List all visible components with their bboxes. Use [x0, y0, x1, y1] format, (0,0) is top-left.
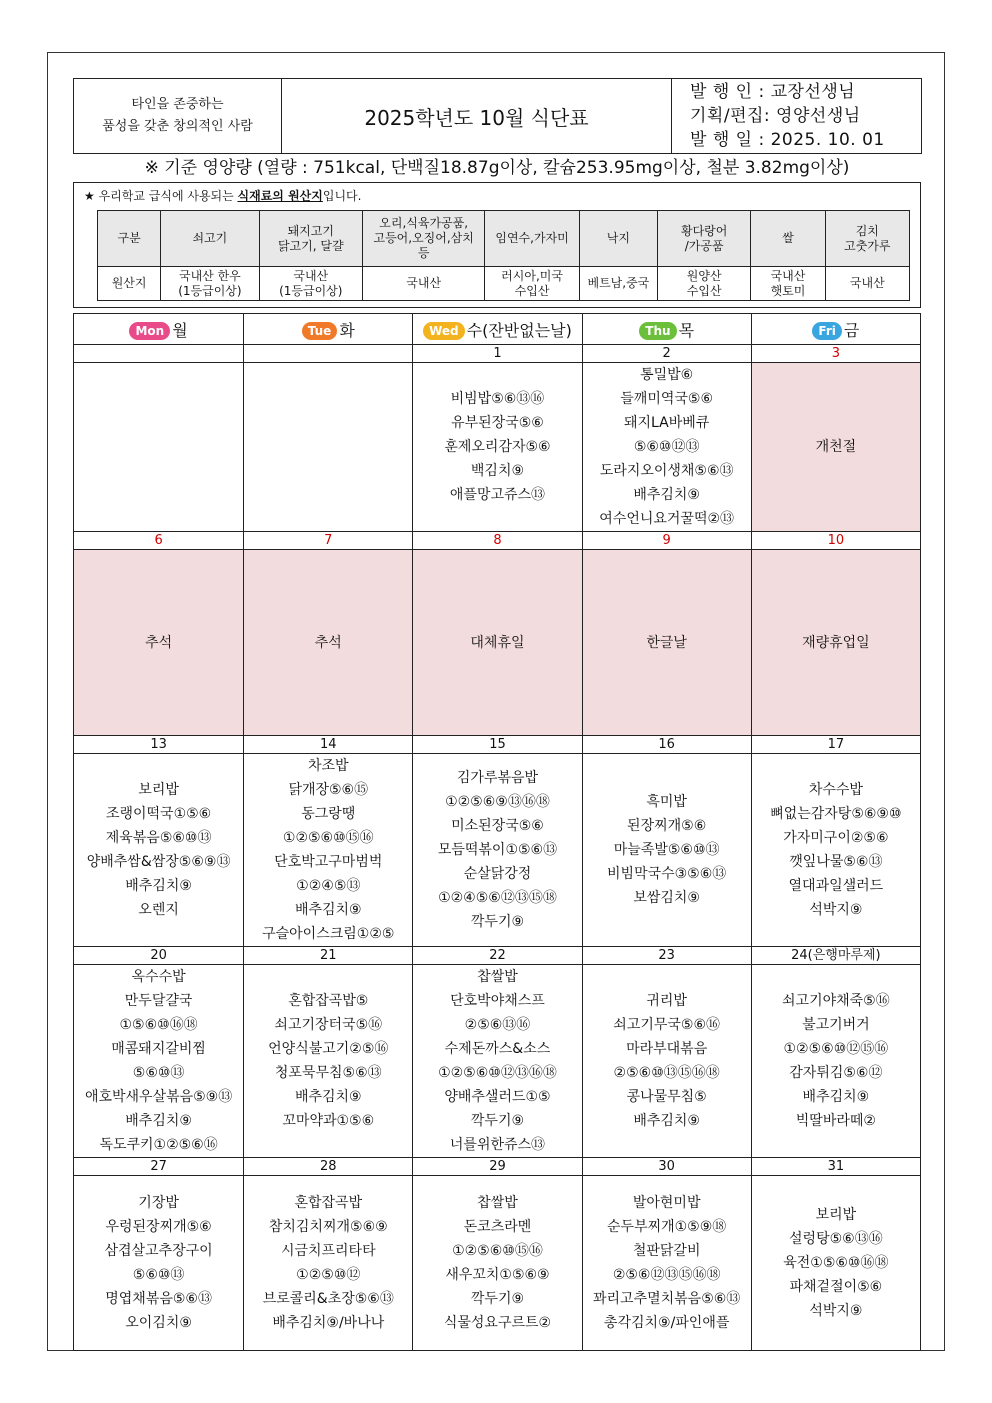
publish-date: 발 행 일 : 2025. 10. 01	[690, 130, 885, 150]
menu-item: 감자튀김⑤⑥⑫	[789, 1065, 883, 1081]
menu-item: 오렌지	[138, 902, 179, 918]
menu-item: 들깨미역국⑤⑥	[620, 391, 714, 407]
menu-item: 백김치⑨	[470, 463, 525, 479]
date-cell: 10	[751, 532, 920, 550]
date-cell: 17	[751, 736, 920, 754]
menu-item: 열대과일샐러드	[788, 878, 884, 894]
date-cell: 29	[413, 1158, 582, 1176]
holiday-cell	[751, 363, 920, 532]
menu-item: 김가루볶음밥	[456, 770, 539, 786]
day-badge: Thu	[639, 322, 676, 340]
day-header-2	[413, 314, 582, 345]
menu-item: 배추김치⑨	[125, 878, 192, 894]
menu-item: 단호박야채스프	[450, 993, 545, 1009]
menu-item: 깻잎나물⑤⑥⑬	[789, 854, 883, 870]
origin-note-suffix: 입니다.	[322, 189, 362, 203]
origin-value-3: 국내산	[362, 267, 484, 301]
menu-item: 석박지⑨	[809, 902, 863, 918]
date-cell: 15	[413, 736, 582, 754]
origin-value-2: 국내산 (1등급이상)	[259, 267, 362, 301]
day-label: 월	[172, 320, 188, 340]
menu-item: 뼈없는감자탕⑤⑥⑨⑩	[770, 806, 902, 822]
date-cell: 31	[751, 1158, 920, 1176]
menu-item: 양배추쌈&쌈장⑤⑥⑨⑬	[86, 854, 231, 870]
date-cell: 14	[244, 736, 413, 754]
menu-item: 언양식불고기②⑤⑯	[268, 1041, 389, 1057]
menu-item: 애플망고쥬스⑬	[449, 487, 546, 503]
holiday-name: 추석	[145, 634, 173, 651]
holiday-cell	[751, 550, 920, 736]
origin-header-0: 구분	[98, 211, 161, 267]
menu-item: 배추김치⑨	[294, 902, 362, 918]
menu-item: 찹쌀밥	[477, 969, 518, 985]
menu-item: 석박지⑨	[809, 1303, 863, 1319]
menu-item: 만두달걀국	[124, 993, 193, 1009]
origin-header-6: 황다랑어 /가공품	[658, 211, 751, 267]
menu-item: ①②⑤⑥⑩⑮⑯	[282, 830, 374, 846]
menu-cell	[244, 1176, 413, 1351]
date-cell: 27	[74, 1158, 244, 1176]
origin-value-6: 원양산 수입산	[658, 267, 751, 301]
origin-note-emphasis: 식재료의 원산지	[237, 189, 323, 203]
menu-item: 파채겉절이⑤⑥	[789, 1279, 883, 1295]
menu-cell	[74, 1176, 244, 1351]
menu-item: 마늘족발⑤⑥⑩⑬	[613, 842, 720, 858]
holiday-cell	[413, 550, 582, 736]
menu-cell	[74, 754, 244, 947]
menu-item: 불고기버거	[802, 1017, 870, 1033]
origin-value-1: 국내산 한우 (1등급이상)	[161, 267, 259, 301]
menu-item: 수제돈까스&소스	[444, 1041, 551, 1057]
menu-cell	[413, 363, 582, 532]
menu-cell	[751, 965, 920, 1158]
motto-line-2: 품성을 갖춘 창의적인 사람	[102, 119, 253, 134]
date-cell: 2	[582, 345, 751, 363]
menu-cell	[74, 965, 244, 1158]
origin-note	[84, 187, 361, 204]
day-label: 수(잔반없는날)	[466, 320, 572, 340]
menu-item: ①⑤⑥⑩⑯⑱	[119, 1017, 198, 1033]
day-badge: Wed	[423, 322, 465, 340]
menu-cell	[751, 754, 920, 947]
origin-header-5: 낙지	[579, 211, 657, 267]
menu-item: ①②⑤⑩⑫	[296, 1267, 361, 1283]
menu-item: 배추김치⑨	[633, 1113, 700, 1129]
menu-item: 철판닭갈비	[632, 1243, 701, 1259]
menu-item: ①②④⑤⑬	[296, 878, 361, 894]
day-badge: Mon	[129, 322, 170, 340]
date-cell: 22	[413, 947, 582, 965]
menu-cell	[582, 1176, 751, 1351]
day-label: 목	[678, 320, 695, 340]
menu-item: 브로콜리&초장⑤⑥⑬	[262, 1291, 394, 1307]
menu-item: 청포묵무침⑤⑥⑬	[274, 1065, 382, 1081]
menu-item: ①②⑤⑥⑩⑫⑬⑯⑱	[438, 1065, 557, 1081]
editor: 기획/편집: 영양선생님	[690, 106, 861, 126]
menu-item: 쇠고기장터국⑤⑯	[274, 1017, 383, 1033]
date-cell: 3	[751, 345, 920, 363]
holiday-cell	[582, 550, 751, 736]
date-cell: 28	[244, 1158, 413, 1176]
menu-item: 찹쌀밥	[477, 1195, 518, 1211]
menu-item: 동그랑땡	[301, 806, 356, 822]
menu-item: 옥수수밥	[131, 969, 186, 985]
origin-value-7: 국내산 햇토미	[751, 267, 825, 301]
menu-item: 배추김치⑨	[294, 1089, 362, 1105]
holiday-name: 대체휴일	[470, 634, 525, 651]
date-cell: 8	[413, 532, 582, 550]
menu-item: ①②⑤⑥⑩⑫⑮⑯	[783, 1041, 889, 1057]
date-cell: 21	[244, 947, 413, 965]
menu-item: 구슬아이스크림①②⑤	[262, 926, 395, 942]
menu-item: 보리밥	[815, 1207, 857, 1223]
publication-info	[672, 79, 922, 154]
menu-item: 깍두기⑨	[470, 1113, 525, 1129]
origin-value-0: 원산지	[98, 267, 161, 301]
menu-item: 꽈리고추멸치볶음⑤⑥⑬	[593, 1291, 741, 1307]
menu-item: 콩나물무침⑤	[626, 1089, 707, 1105]
menu-item: 순두부찌개①⑤⑨⑱	[607, 1219, 727, 1235]
menu-cell	[244, 965, 413, 1158]
menu-item: 너를위한쥬스⑬	[449, 1137, 546, 1153]
origin-table	[97, 210, 910, 301]
day-header-1	[244, 314, 413, 345]
holiday-name: 개천절	[815, 439, 857, 455]
origin-header-2: 돼지고기 닭고기, 달걀	[259, 211, 362, 267]
menu-item: 흑미밥	[646, 794, 687, 810]
menu-cell	[244, 754, 413, 947]
holiday-name: 추석	[314, 634, 342, 651]
holiday-cell	[74, 550, 244, 736]
menu-item: 마라부대볶음	[626, 1041, 708, 1057]
menu-cell	[413, 754, 582, 947]
menu-item: 우렁된장찌개⑤⑥	[105, 1219, 212, 1235]
origin-header-1: 쇠고기	[161, 211, 259, 267]
menu-item: 보쌈김치⑨	[633, 890, 700, 906]
date-cell: 30	[582, 1158, 751, 1176]
day-label: 금	[843, 320, 860, 340]
menu-item: 비빔밥⑤⑥⑬⑯	[450, 391, 545, 407]
menu-cell	[582, 965, 751, 1158]
menu-cell	[74, 363, 244, 532]
menu-cell	[582, 754, 751, 947]
menu-item: 닭개장⑤⑥⑮	[288, 782, 369, 798]
menu-item: 도라지오이생채⑤⑥⑬	[599, 463, 734, 479]
menu-item: 배추김치⑨	[633, 487, 700, 503]
date-cell: 20	[74, 947, 244, 965]
menu-item: 돈코츠라멘	[463, 1219, 532, 1235]
menu-item: 보리밥	[138, 782, 179, 798]
menu-item: ②⑤⑥⑩⑬⑮⑯⑱	[613, 1065, 720, 1081]
publisher: 발 행 인 : 교장선생님	[690, 82, 856, 102]
date-cell: 23	[582, 947, 751, 965]
menu-item: 배추김치⑨	[802, 1089, 870, 1105]
menu-item: 삼겹살고추장구이	[104, 1243, 213, 1259]
menu-item: 참치김치찌개⑤⑥⑨	[268, 1219, 388, 1235]
menu-calendar	[73, 313, 921, 1351]
origin-header-8: 김치 고춧가루	[825, 211, 909, 267]
menu-item: 육전①⑤⑥⑩⑯⑱	[783, 1255, 889, 1271]
menu-item: 차수수밥	[808, 782, 863, 798]
menu-item: 단호박고구마범벅	[274, 854, 383, 870]
menu-item: 빅딸바라떼②	[795, 1113, 876, 1129]
menu-item: 배추김치⑨	[125, 1113, 192, 1129]
menu-item: 새우꼬치①⑤⑥⑨	[445, 1267, 550, 1283]
menu-item: ⑤⑥⑩⑫⑬	[633, 439, 700, 455]
menu-item: 쇠고기야채죽⑤⑯	[782, 993, 890, 1009]
menu-item: 시금치프리타타	[280, 1243, 376, 1259]
menu-item: ⑤⑥⑩⑬	[132, 1065, 185, 1081]
menu-item: 미소된장국⑤⑥	[451, 818, 544, 834]
menu-item: 여수언니요거꿀떡②⑬	[599, 511, 735, 527]
origin-header-4: 임연수,가자미	[485, 211, 579, 267]
menu-item: 가자미구이②⑤⑥	[783, 830, 889, 846]
origin-value-5: 베트남,중국	[579, 267, 657, 301]
date-cell: 9	[582, 532, 751, 550]
date-cell: 13	[74, 736, 244, 754]
menu-item: 비빔막국수③⑤⑥⑬	[607, 866, 727, 882]
menu-item: 통밀밥⑥	[640, 367, 694, 383]
origin-note-prefix: ★ 우리학교 급식에 사용되는	[84, 189, 238, 203]
menu-item: 돼지LA바베큐	[623, 415, 710, 431]
menu-item: 배추김치⑨/바나나	[272, 1315, 385, 1331]
menu-cell	[751, 1176, 920, 1351]
menu-cell	[413, 1176, 582, 1351]
origin-header-3: 오리,식육가공품, 고등어,오징어,삼치 등	[362, 211, 484, 267]
menu-item: 매콤돼지갈비찜	[111, 1041, 206, 1057]
menu-item: 훈제오리감자⑤⑥	[444, 439, 551, 455]
day-label: 화	[339, 320, 355, 340]
date-cell	[244, 345, 413, 363]
menu-item: 식물성요구르트②	[443, 1315, 552, 1331]
menu-item: 총각김치⑨/파인애플	[603, 1315, 730, 1331]
menu-item: 귀리밥	[646, 993, 687, 1009]
nutrition-standard: ※ 기준 영양량 (열량 : 751kcal, 단백질18.87g이상, 칼슘253.95mg이상, 철분 3.82mg이상)	[144, 158, 850, 178]
menu-item: 제육볶음⑤⑥⑩⑬	[105, 830, 212, 846]
menu-cell	[582, 363, 751, 532]
menu-item: 꼬마약과①⑤⑥	[282, 1113, 375, 1129]
menu-item: 깍두기⑨	[470, 914, 525, 930]
menu-item: 발아현미밥	[632, 1195, 701, 1211]
menu-item: ②⑤⑥⑫⑬⑮⑯⑱	[612, 1267, 721, 1283]
date-cell: 24(은행마루제)	[751, 947, 920, 965]
day-header-0	[74, 314, 244, 345]
menu-item: 차조밥	[307, 758, 349, 774]
menu-item: 애호박새우살볶음⑤⑨⑬	[84, 1089, 233, 1105]
origin-section	[73, 182, 921, 308]
menu-cell	[413, 965, 582, 1158]
origin-value-8: 국내산	[825, 267, 909, 301]
menu-item: ②⑤⑥⑬⑯	[464, 1017, 531, 1033]
menu-item: 혼합잡곡밥⑤	[288, 993, 369, 1009]
day-badge: Tue	[302, 322, 338, 340]
date-cell: 7	[244, 532, 413, 550]
menu-item: 양배추샐러드①⑤	[444, 1089, 551, 1105]
menu-item: 혼합잡곡밥	[294, 1195, 363, 1211]
menu-cell	[244, 363, 413, 532]
menu-item: 모듬떡볶이①⑤⑥⑬	[437, 842, 558, 858]
date-cell: 16	[582, 736, 751, 754]
day-header-3	[582, 314, 751, 345]
day-badge: Fri	[812, 322, 841, 340]
menu-item: 조랭이떡국①⑤⑥	[105, 806, 212, 822]
holiday-cell	[244, 550, 413, 736]
menu-item: ①②④⑤⑥⑫⑬⑮⑱	[438, 890, 557, 906]
origin-header-7: 쌀	[751, 211, 825, 267]
school-motto	[74, 79, 282, 154]
menu-item: 된장찌개⑤⑥	[627, 818, 707, 834]
page-title: 2025학년도 10월 식단표	[282, 79, 672, 154]
menu-item: 설렁탕⑤⑥⑬⑯	[789, 1231, 883, 1247]
menu-item: 순살닭강정	[463, 866, 532, 882]
date-cell	[74, 345, 244, 363]
menu-item: 쇠고기무국⑤⑥⑯	[613, 1017, 721, 1033]
menu-item: ①②⑤⑥⑨⑬⑯⑱	[445, 794, 550, 810]
origin-value-4: 러시아,미국 수입산	[485, 267, 579, 301]
menu-item: 유부된장국⑤⑥	[451, 415, 544, 431]
holiday-name: 재량휴업일	[802, 634, 870, 651]
header-table	[73, 78, 922, 154]
menu-item: 깍두기⑨	[470, 1291, 525, 1307]
day-header-4	[751, 314, 920, 345]
motto-line-1: 타인을 존중하는	[131, 97, 224, 112]
menu-item: ①②⑤⑥⑩⑮⑯	[452, 1243, 543, 1259]
menu-item: 명엽채볶음⑤⑥⑬	[105, 1291, 212, 1307]
holiday-name: 한글날	[646, 634, 687, 651]
date-cell: 1	[413, 345, 582, 363]
menu-item: 기장밥	[138, 1195, 179, 1211]
menu-item: 독도쿠키①②⑤⑥⑯	[99, 1137, 218, 1153]
menu-item: 오이김치⑨	[125, 1315, 192, 1331]
menu-item: ⑤⑥⑩⑬	[132, 1267, 185, 1283]
date-cell: 6	[74, 532, 244, 550]
